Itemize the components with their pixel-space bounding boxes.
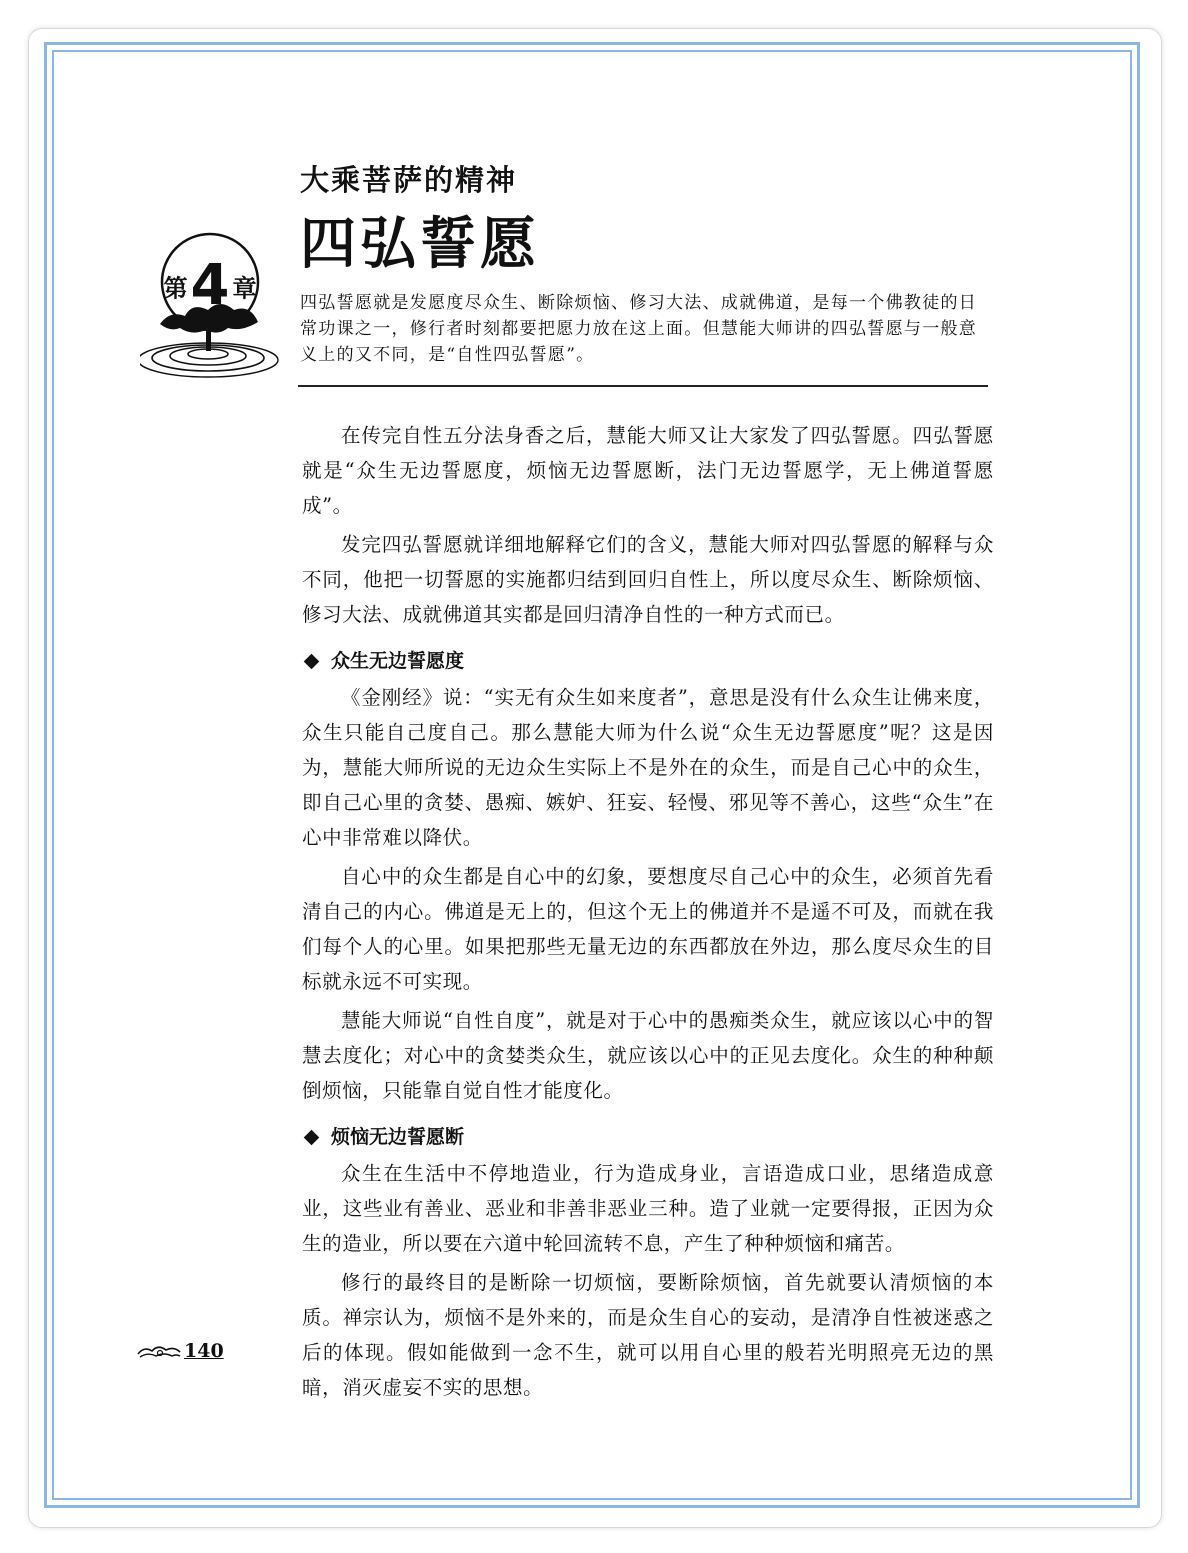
page-number	[136, 1340, 224, 1362]
page-number-value: 140	[184, 1340, 224, 1362]
chapter-suffix: 章	[232, 274, 257, 303]
paragraph: 自心中的众生都是自心中的幻象，要想度尽自己心中的众生，必须首先看清自己的内心。佛道是无上的，但这个无上的佛道并不是遥不可及，而就在我们每个人的心里。如果把那些无量无边的东西都放在外边，那么度尽众生的目标就永远不可实现。	[302, 865, 994, 993]
intro-divider	[298, 385, 988, 387]
section-heading-text: 烦恼无边誓愿断	[331, 1126, 465, 1148]
body-text	[302, 418, 994, 1409]
paragraph: 发完四弘誓愿就详细地解释它们的含义，慧能大师对四弘誓愿的解释与众不同，他把一切誓愿的实施都归结到回归自性上，所以度尽众生、断除烦恼、修习大法、成就佛道其实都是回归清净自性的一种方式而已。	[302, 533, 994, 626]
chapter-number: 4	[190, 253, 230, 318]
chapter-subtitle: 大乘菩萨的精神	[300, 163, 518, 197]
paragraph: 《金刚经》说：“实无有众生如来度者”，意思是没有什么众生让佛来度，众生只能自己度自己。那么慧能大师为什么说“众生无边誓愿度”呢？这是因为，慧能大师所说的无边众生实际上不是外在的众生，而是自己心中的众生，即自己心里的贪婪、愚痴、嫉妒、狂妄、轻慢、邪见等不善心，这些“众生”在心中非常难以降伏。	[302, 686, 994, 849]
chapter-prefix: 第	[163, 274, 188, 303]
cloud-ornament-icon	[136, 1341, 182, 1361]
section-heading	[302, 644, 994, 678]
paragraph: 慧能大师说“自性自度”，就是对于心中的愚痴类众生，就应该以心中的智慧去度化；对心中的贪婪类众生，就应该以心中的正见去度化。众生的种种颠倒烦恼，只能靠自觉自性才能度化。	[302, 1009, 994, 1102]
chapter-title: 四弘誓愿	[300, 212, 540, 277]
section-heading-text: 众生无边誓愿度	[331, 650, 465, 672]
chapter-intro: 四弘誓愿就是发愿度尽众生、断除烦恼、修习大法、成就佛道，是每一个佛教徒的日常功课之一，修行者时刻都要把愿力放在这上面。但慧能大师讲的四弘誓愿与一般意义上的又不同，是“自性四弘誓愿”。	[300, 293, 978, 365]
diamond-bullet-icon	[304, 1129, 320, 1145]
chapter-number-label	[140, 253, 280, 318]
section-heading	[302, 1120, 994, 1154]
paragraph: 修行的最终目的是断除一切烦恼，要断除烦恼，首先就要认清烦恼的本质。禅宗认为，烦恼不是外来的，而是众生自心的妄动，是清净自性被迷惑之后的体现。假如能做到一念不生，就可以用自心里的般若光明照亮无边的黑暗，消灭虚妄不实的思想。	[302, 1271, 994, 1399]
paragraph: 众生在生活中不停地造业，行为造成身业，言语造成口业，思绪造成意业，这些业有善业、恶业和非善非恶业三种。造了业就一定要得报，正因为众生的造业，所以要在六道中轮回流转不息，产生了种种烦恼和痛苦。	[302, 1162, 994, 1255]
chapter-badge	[140, 232, 280, 382]
paragraph: 在传完自性五分法身香之后，慧能大师又让大家发了四弘誓愿。四弘誓愿就是“众生无边誓愿度，烦恼无边誓愿断，法门无边誓愿学，无上佛道誓愿成”。	[302, 424, 994, 517]
diamond-bullet-icon	[304, 653, 320, 669]
